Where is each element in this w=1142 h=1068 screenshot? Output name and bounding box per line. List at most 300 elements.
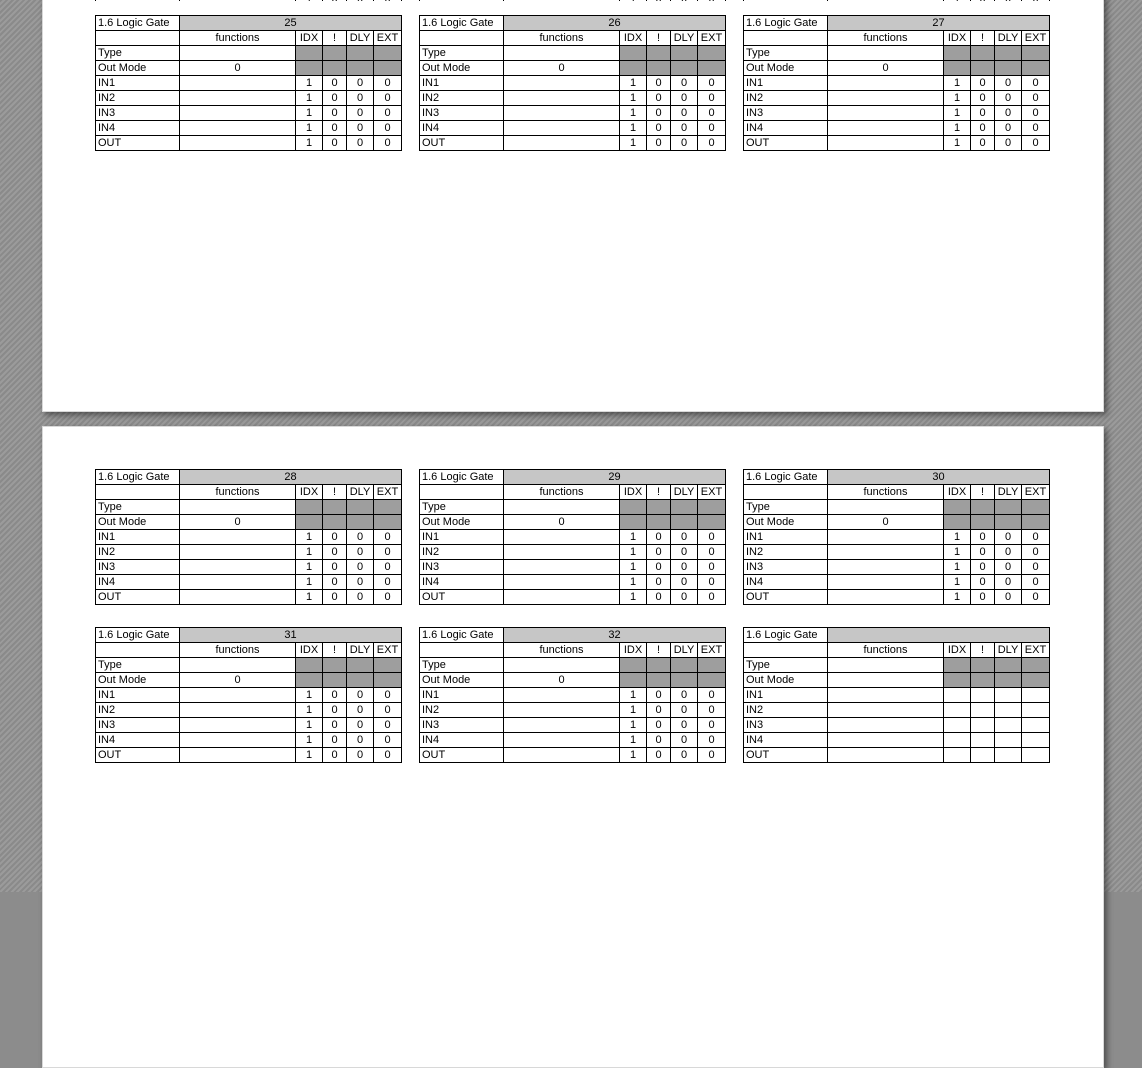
shaded-cell <box>374 658 402 673</box>
not-cell: 0 <box>323 748 347 763</box>
shaded-cell <box>323 673 347 688</box>
idx-cell: 1 <box>620 560 647 575</box>
ext-cell: 0 <box>698 733 726 748</box>
row-label-out-mode: Out Mode <box>420 61 504 76</box>
col-header-idx: IDX <box>296 31 323 46</box>
row-label-in3: IN3 <box>744 560 828 575</box>
col-header-idx: IDX <box>296 485 323 500</box>
not-cell: 0 <box>323 703 347 718</box>
row-label-out: OUT <box>96 590 180 605</box>
col-header-dly: DLY <box>995 31 1022 46</box>
function-cell <box>504 91 620 106</box>
shaded-cell <box>1022 500 1050 515</box>
not-cell: 0 <box>647 136 671 151</box>
ext-cell: 0 <box>698 76 726 91</box>
not-cell: 0 <box>323 106 347 121</box>
col-header-not: ! <box>971 31 995 46</box>
dly-cell: 0 <box>671 530 698 545</box>
row-label-type: Type <box>744 658 828 673</box>
row-label-in1: IN1 <box>96 530 180 545</box>
dly-cell: 0 <box>995 575 1022 590</box>
row-label-in1: IN1 <box>420 530 504 545</box>
idx-cell: 1 <box>944 76 971 91</box>
ext-cell: 0 <box>374 718 402 733</box>
dly-cell: 0 <box>995 560 1022 575</box>
ext-cell: 0 <box>374 530 402 545</box>
ext-cell: 0 <box>698 106 726 121</box>
row-label-in4: IN4 <box>96 733 180 748</box>
row-label-out: OUT <box>96 748 180 763</box>
shaded-cell <box>995 515 1022 530</box>
ext-cell: 0 <box>698 748 726 763</box>
shaded-cell <box>971 61 995 76</box>
idx-cell <box>944 688 971 703</box>
shaded-cell <box>347 658 374 673</box>
shaded-cell <box>374 673 402 688</box>
shaded-cell <box>620 673 647 688</box>
gate-row-clipped <box>95 0 1050 1</box>
function-cell <box>504 748 620 763</box>
row-label-type: Type <box>744 46 828 61</box>
idx-cell <box>944 733 971 748</box>
table-row <box>420 76 726 91</box>
table-row <box>96 718 402 733</box>
table-row <box>420 703 726 718</box>
function-cell <box>180 590 296 605</box>
col-header-dly: DLY <box>995 643 1022 658</box>
row-label-in4: IN4 <box>744 575 828 590</box>
gate-table-25 <box>95 15 402 151</box>
ext-cell: 0 <box>1022 76 1050 91</box>
function-cell <box>828 121 944 136</box>
gate-table-clipped-1 <box>95 0 402 1</box>
table-row <box>420 748 726 763</box>
row-label-in2: IN2 <box>420 91 504 106</box>
gate-title: 1.6 Logic Gate <box>744 470 828 485</box>
out-mode-value: 0 <box>180 61 296 76</box>
function-cell <box>504 590 620 605</box>
function-cell <box>504 703 620 718</box>
idx-cell: 1 <box>296 688 323 703</box>
col-header-idx: IDX <box>620 485 647 500</box>
col-header-ext: EXT <box>374 643 402 658</box>
table-row <box>96 136 402 151</box>
out-mode-value <box>828 673 944 688</box>
col-header-not: ! <box>323 31 347 46</box>
row-label-type: Type <box>420 500 504 515</box>
dly-cell: 0 <box>671 688 698 703</box>
col-header-not: ! <box>647 643 671 658</box>
table-row <box>96 106 402 121</box>
shaded-cell <box>944 61 971 76</box>
col-header-not: ! <box>323 485 347 500</box>
gate-title: 1.6 Logic Gate <box>420 628 504 643</box>
row-label-in3: IN3 <box>744 106 828 121</box>
col-header-functions: functions <box>180 485 296 500</box>
shaded-cell <box>323 500 347 515</box>
dly-cell: 0 <box>671 121 698 136</box>
row-label-in1: IN1 <box>420 688 504 703</box>
not-cell: 0 <box>647 590 671 605</box>
row-label-in2: IN2 <box>744 91 828 106</box>
type-value <box>180 658 296 673</box>
col-header-idx: IDX <box>620 31 647 46</box>
ext-cell: 0 <box>698 121 726 136</box>
dly-cell: 0 <box>995 121 1022 136</box>
function-cell <box>180 688 296 703</box>
type-value <box>180 500 296 515</box>
not-cell: 0 <box>971 136 995 151</box>
row-label-out: OUT <box>420 748 504 763</box>
gate-title: 1.6 Logic Gate <box>96 16 180 31</box>
not-cell: 0 <box>647 106 671 121</box>
col-header-dly: DLY <box>671 31 698 46</box>
function-cell <box>828 590 944 605</box>
table-row <box>420 136 726 151</box>
gate-table-30 <box>743 469 1050 605</box>
gate-table-grid-top <box>95 0 1050 167</box>
ext-cell: 0 <box>374 545 402 560</box>
dly-cell: 0 <box>347 688 374 703</box>
row-label-in2: IN2 <box>96 703 180 718</box>
idx-cell: 1 <box>620 136 647 151</box>
dly-cell: 0 <box>671 703 698 718</box>
gate-table-31 <box>95 627 402 763</box>
row-label-in1: IN1 <box>96 76 180 91</box>
row-label-in3: IN3 <box>420 718 504 733</box>
shaded-cell <box>1022 673 1050 688</box>
idx-cell: 1 <box>944 545 971 560</box>
table-row <box>96 121 402 136</box>
function-cell <box>828 76 944 91</box>
col-header-idx: IDX <box>944 643 971 658</box>
row-label-in1: IN1 <box>96 688 180 703</box>
not-cell: 0 <box>323 560 347 575</box>
document-page-bottom <box>42 426 1104 1068</box>
gate-title: 1.6 Logic Gate <box>96 628 180 643</box>
not-cell: 0 <box>971 530 995 545</box>
ext-cell: 0 <box>1022 91 1050 106</box>
idx-cell: 1 <box>944 560 971 575</box>
shaded-cell <box>944 500 971 515</box>
shaded-cell <box>296 658 323 673</box>
ext-cell: 0 <box>1022 560 1050 575</box>
not-cell: 0 <box>971 106 995 121</box>
row-label-in2: IN2 <box>420 545 504 560</box>
gate-table-empty <box>743 627 1050 763</box>
shaded-cell <box>698 673 726 688</box>
idx-cell: 1 <box>296 136 323 151</box>
shaded-cell <box>347 500 374 515</box>
row-label-in4: IN4 <box>420 121 504 136</box>
col-header-not: ! <box>971 485 995 500</box>
shaded-cell <box>971 673 995 688</box>
function-cell <box>504 530 620 545</box>
shaded-cell <box>374 46 402 61</box>
shaded-cell <box>323 61 347 76</box>
table-row <box>96 530 402 545</box>
function-cell <box>828 733 944 748</box>
row-label-type: Type <box>420 658 504 673</box>
ext-cell: 0 <box>1022 530 1050 545</box>
function-cell <box>828 688 944 703</box>
gate-row-28-30 <box>95 469 1050 605</box>
function-cell <box>504 688 620 703</box>
shaded-cell <box>671 500 698 515</box>
idx-cell: 1 <box>296 545 323 560</box>
not-cell <box>971 733 995 748</box>
table-row <box>744 748 1050 763</box>
gate-title: 1.6 Logic Gate <box>744 628 828 643</box>
dly-cell: 0 <box>671 718 698 733</box>
not-cell: 0 <box>971 545 995 560</box>
col-header-dly: DLY <box>347 31 374 46</box>
not-cell: 0 <box>647 530 671 545</box>
row-label-out-mode: Out Mode <box>96 515 180 530</box>
col-header-ext: EXT <box>374 31 402 46</box>
row-label-in3: IN3 <box>96 106 180 121</box>
dly-cell: 0 <box>347 748 374 763</box>
shaded-cell <box>671 658 698 673</box>
col-header-idx: IDX <box>620 643 647 658</box>
row-label-type: Type <box>96 500 180 515</box>
function-cell <box>180 703 296 718</box>
ext-cell: 0 <box>1022 106 1050 121</box>
type-value <box>828 658 944 673</box>
table-row <box>744 575 1050 590</box>
idx-cell: 1 <box>620 718 647 733</box>
dly-cell: 0 <box>347 91 374 106</box>
gate-title: 1.6 Logic Gate <box>96 470 180 485</box>
idx-cell: 1 <box>296 718 323 733</box>
type-value <box>504 500 620 515</box>
shaded-cell <box>671 46 698 61</box>
function-cell <box>504 121 620 136</box>
col-header-functions: functions <box>504 485 620 500</box>
shaded-cell <box>647 673 671 688</box>
function-cell <box>180 575 296 590</box>
row-label-in4: IN4 <box>744 733 828 748</box>
col-header-not: ! <box>971 643 995 658</box>
gate-index: 28 <box>180 470 402 485</box>
row-label-in2: IN2 <box>744 703 828 718</box>
not-cell: 0 <box>323 121 347 136</box>
shaded-cell <box>698 658 726 673</box>
function-cell <box>180 718 296 733</box>
not-cell: 0 <box>323 688 347 703</box>
shaded-cell <box>323 658 347 673</box>
shaded-cell <box>647 658 671 673</box>
idx-cell: 1 <box>296 733 323 748</box>
idx-cell: 1 <box>620 590 647 605</box>
row-label-out: OUT <box>744 590 828 605</box>
dly-cell: 0 <box>671 733 698 748</box>
document-page-top <box>42 0 1104 412</box>
idx-cell: 1 <box>944 121 971 136</box>
idx-cell: 1 <box>296 106 323 121</box>
type-value <box>828 46 944 61</box>
ext-cell: 0 <box>374 76 402 91</box>
ext-cell: 0 <box>698 688 726 703</box>
function-cell <box>828 136 944 151</box>
shaded-cell <box>1022 61 1050 76</box>
row-label-in3: IN3 <box>420 560 504 575</box>
shaded-cell <box>647 46 671 61</box>
not-cell: 0 <box>647 718 671 733</box>
dly-cell: 0 <box>671 91 698 106</box>
shaded-cell <box>995 658 1022 673</box>
gate-table-32 <box>419 627 726 763</box>
not-cell: 0 <box>323 590 347 605</box>
ext-cell: 0 <box>1022 121 1050 136</box>
spacer-cell <box>420 643 504 658</box>
shaded-cell <box>1022 658 1050 673</box>
gate-title: 1.6 Logic Gate <box>420 470 504 485</box>
out-mode-value: 0 <box>504 61 620 76</box>
gate-index: 29 <box>504 470 726 485</box>
col-header-not: ! <box>647 485 671 500</box>
row-label-in1: IN1 <box>744 688 828 703</box>
table-row <box>96 688 402 703</box>
row-label-in2: IN2 <box>96 91 180 106</box>
shaded-cell <box>347 515 374 530</box>
table-row <box>420 91 726 106</box>
col-header-idx: IDX <box>944 31 971 46</box>
ext-cell: 0 <box>698 560 726 575</box>
idx-cell: 1 <box>620 703 647 718</box>
dly-cell: 0 <box>995 530 1022 545</box>
function-cell <box>828 560 944 575</box>
dly-cell: 0 <box>995 91 1022 106</box>
col-header-dly: DLY <box>347 643 374 658</box>
out-mode-value: 0 <box>828 61 944 76</box>
row-label-in4: IN4 <box>420 733 504 748</box>
table-row <box>744 545 1050 560</box>
ext-cell: 0 <box>374 748 402 763</box>
function-cell <box>828 703 944 718</box>
ext-cell: 0 <box>698 91 726 106</box>
ext-cell: 0 <box>374 733 402 748</box>
col-header-functions: functions <box>504 31 620 46</box>
gate-table-clipped-2 <box>419 0 726 1</box>
col-header-functions: functions <box>828 31 944 46</box>
shaded-cell <box>995 673 1022 688</box>
table-row <box>744 590 1050 605</box>
col-header-functions: functions <box>180 31 296 46</box>
not-cell: 0 <box>647 703 671 718</box>
shaded-cell <box>374 500 402 515</box>
function-cell <box>828 91 944 106</box>
idx-cell: 1 <box>620 575 647 590</box>
not-cell: 0 <box>971 575 995 590</box>
function-cell <box>828 748 944 763</box>
idx-cell: 1 <box>620 76 647 91</box>
idx-cell: 1 <box>296 560 323 575</box>
col-header-dly: DLY <box>995 485 1022 500</box>
dly-cell <box>995 718 1022 733</box>
col-header-functions: functions <box>828 643 944 658</box>
ext-cell: 0 <box>374 703 402 718</box>
ext-cell: 0 <box>698 136 726 151</box>
dly-cell: 0 <box>995 590 1022 605</box>
shaded-cell <box>971 658 995 673</box>
shaded-cell <box>647 515 671 530</box>
row-label-out-mode: Out Mode <box>744 515 828 530</box>
table-row <box>420 575 726 590</box>
function-cell <box>180 91 296 106</box>
shaded-cell <box>620 515 647 530</box>
spacer-cell <box>96 31 180 46</box>
not-cell: 0 <box>647 91 671 106</box>
row-label-type: Type <box>420 46 504 61</box>
gate-table-29 <box>419 469 726 605</box>
not-cell: 0 <box>647 76 671 91</box>
shaded-cell <box>944 515 971 530</box>
idx-cell: 1 <box>944 590 971 605</box>
function-cell <box>504 733 620 748</box>
table-row <box>420 545 726 560</box>
table-row <box>420 590 726 605</box>
gate-row-31-33 <box>95 627 1050 763</box>
shaded-cell <box>671 61 698 76</box>
not-cell <box>971 718 995 733</box>
not-cell: 0 <box>971 91 995 106</box>
col-header-idx: IDX <box>944 485 971 500</box>
shaded-cell <box>647 61 671 76</box>
dly-cell: 0 <box>347 545 374 560</box>
row-label-out-mode: Out Mode <box>744 673 828 688</box>
dly-cell <box>995 733 1022 748</box>
table-row <box>744 688 1050 703</box>
not-cell <box>971 703 995 718</box>
row-label-in3: IN3 <box>96 560 180 575</box>
dly-cell: 0 <box>671 748 698 763</box>
table-row <box>420 733 726 748</box>
out-mode-value: 0 <box>504 515 620 530</box>
gate-index: 30 <box>828 470 1050 485</box>
row-label-in3: IN3 <box>420 106 504 121</box>
table-row <box>744 718 1050 733</box>
table-row <box>744 560 1050 575</box>
shaded-cell <box>347 673 374 688</box>
col-header-ext: EXT <box>698 31 726 46</box>
gate-index: 27 <box>828 16 1050 31</box>
ext-cell: 0 <box>374 91 402 106</box>
not-cell <box>971 748 995 763</box>
dly-cell: 0 <box>671 76 698 91</box>
table-row <box>744 703 1050 718</box>
dly-cell: 0 <box>671 136 698 151</box>
not-cell: 0 <box>647 733 671 748</box>
col-header-functions: functions <box>504 643 620 658</box>
ext-cell: 0 <box>1022 545 1050 560</box>
table-row <box>420 560 726 575</box>
ext-cell <box>1022 733 1050 748</box>
row-label-out: OUT <box>420 136 504 151</box>
idx-cell: 1 <box>944 91 971 106</box>
ext-cell: 0 <box>1022 136 1050 151</box>
spacer-cell <box>96 485 180 500</box>
shaded-cell <box>995 500 1022 515</box>
ext-cell: 0 <box>698 703 726 718</box>
not-cell <box>971 688 995 703</box>
row-label-in4: IN4 <box>744 121 828 136</box>
row-label-out-mode: Out Mode <box>744 61 828 76</box>
col-header-not: ! <box>647 31 671 46</box>
row-label-out: OUT <box>744 748 828 763</box>
idx-cell: 1 <box>944 106 971 121</box>
shaded-cell <box>944 658 971 673</box>
